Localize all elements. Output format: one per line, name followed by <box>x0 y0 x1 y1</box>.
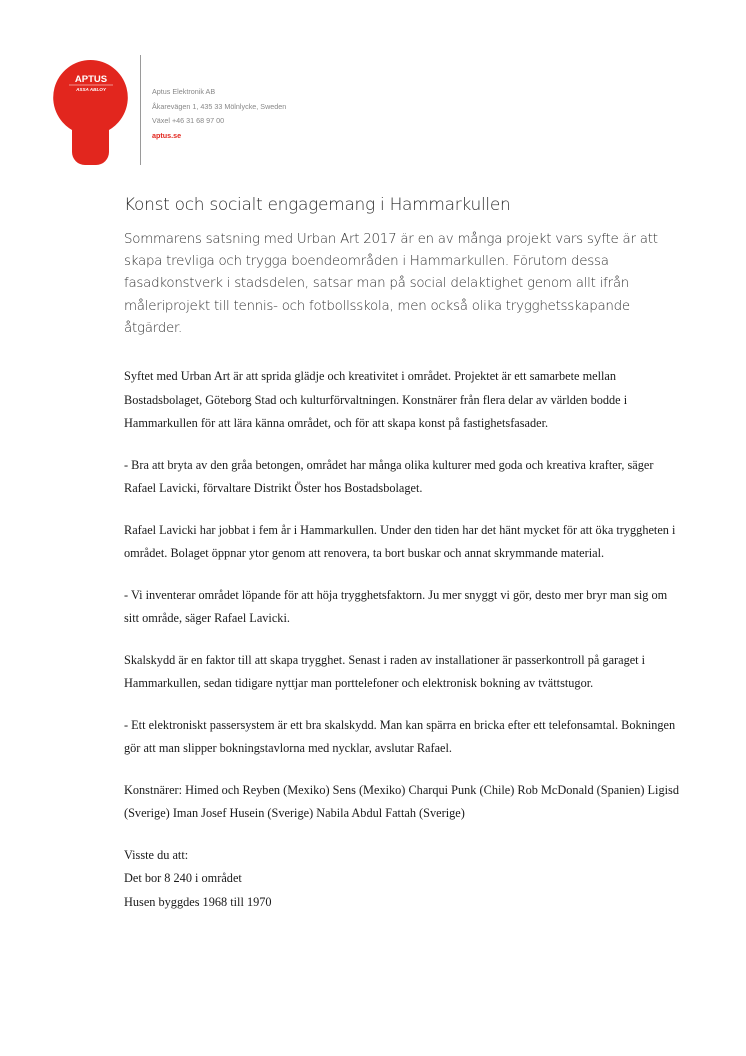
facts-item: Husen byggdes 1968 till 1970 <box>124 894 272 909</box>
article-title: Konst och socialt engagemang i Hammarkullen <box>124 195 511 215</box>
company-info <box>152 85 286 143</box>
artists-paragraph: Konstnärer: Himed och Reyben (Mexiko) Sens (Mexiko) Charqui Punk (Chile) Rob McDonald (Spanien) Ligisd (Sverige) Iman Josef Husein (Sverige) Nabila Abdul Fattah (Sverige) <box>124 782 679 820</box>
body-paragraph: Syftet med Urban Art är att sprida glädje och kreativitet i området. Projektet är ett samarbete mellan Bostadsbolaget, Göteborg Stad och kulturförvaltningen. Konstnärer från flera delar av världen bodde i Hammarkullen för att lära känna området, och för att skapa konst på fastighetsfasader. <box>124 369 628 430</box>
company-name: Aptus Elektronik AB <box>152 87 216 96</box>
header-divider <box>140 55 141 165</box>
company-address: Åkarevägen 1, 435 33 Mölnlycke, Sweden <box>152 101 287 111</box>
article-body <box>124 365 684 914</box>
body-paragraph: - Ett elektroniskt passersystem är ett bra skalskydd. Man kan spärra en bricka efter ett telefonsamtal. Bokningen gör att man slipper bokningstavlorna med nycklar, avslutar Rafael. <box>124 717 676 755</box>
body-paragraph: Skalskydd är en faktor till att skapa trygghet. Senast i raden av installationer är passerkontroll på garaget i Hammarkullen, sedan tidigare nyttjar man porttelefoner och elektronisk bokning av tvättstugor. <box>124 652 646 690</box>
company-phone: Växel +46 31 68 97 00 <box>152 116 225 125</box>
body-paragraph: - Bra att bryta av den gråa betongen, området har många olika kulturer med goda och kreativa krafter, säger Rafael Lavicki, förvaltare Distrikt Öster hos Bostadsbolaget. <box>124 457 654 495</box>
body-paragraph: Rafael Lavicki har jobbat i fem år i Hammarkullen. Under den tiden har det hänt mycket för att öka tryggheten i området. Bolaget öppnar ytor genom att renovera, ta bort buskar och annat skrymmande material. <box>124 522 676 560</box>
article-lead: Sommarens satsning med Urban Art 2017 är en av många projekt vars syfte är att skapa trevliga och trygga boendeområden i Hammarkullen. Förutom dessa fasadkonstverk i stadsdelen, satsar man på social delaktighet genom allt ifrån måleriprojekt till tennis- och fotbollsskola, men också olika trygghetsskapande åtgärder. <box>124 232 658 336</box>
body-paragraph: - Vi inventerar området löpande för att höja trygghetsfaktorn. Ju mer snyggt vi gör, desto mer bryr man sig om sitt område, säger Rafael Lavicki. <box>124 587 668 625</box>
facts-section <box>124 844 684 915</box>
company-website-link[interactable]: aptus.se <box>152 130 182 140</box>
facts-heading: Visste du att: <box>124 847 189 862</box>
logo-sub-brand-text: ASSA ABLOY <box>76 87 106 92</box>
logo-brand-text: APTUS <box>74 74 108 85</box>
aptus-logo <box>53 60 128 165</box>
facts-item: Det bor 8 240 i området <box>124 871 242 885</box>
